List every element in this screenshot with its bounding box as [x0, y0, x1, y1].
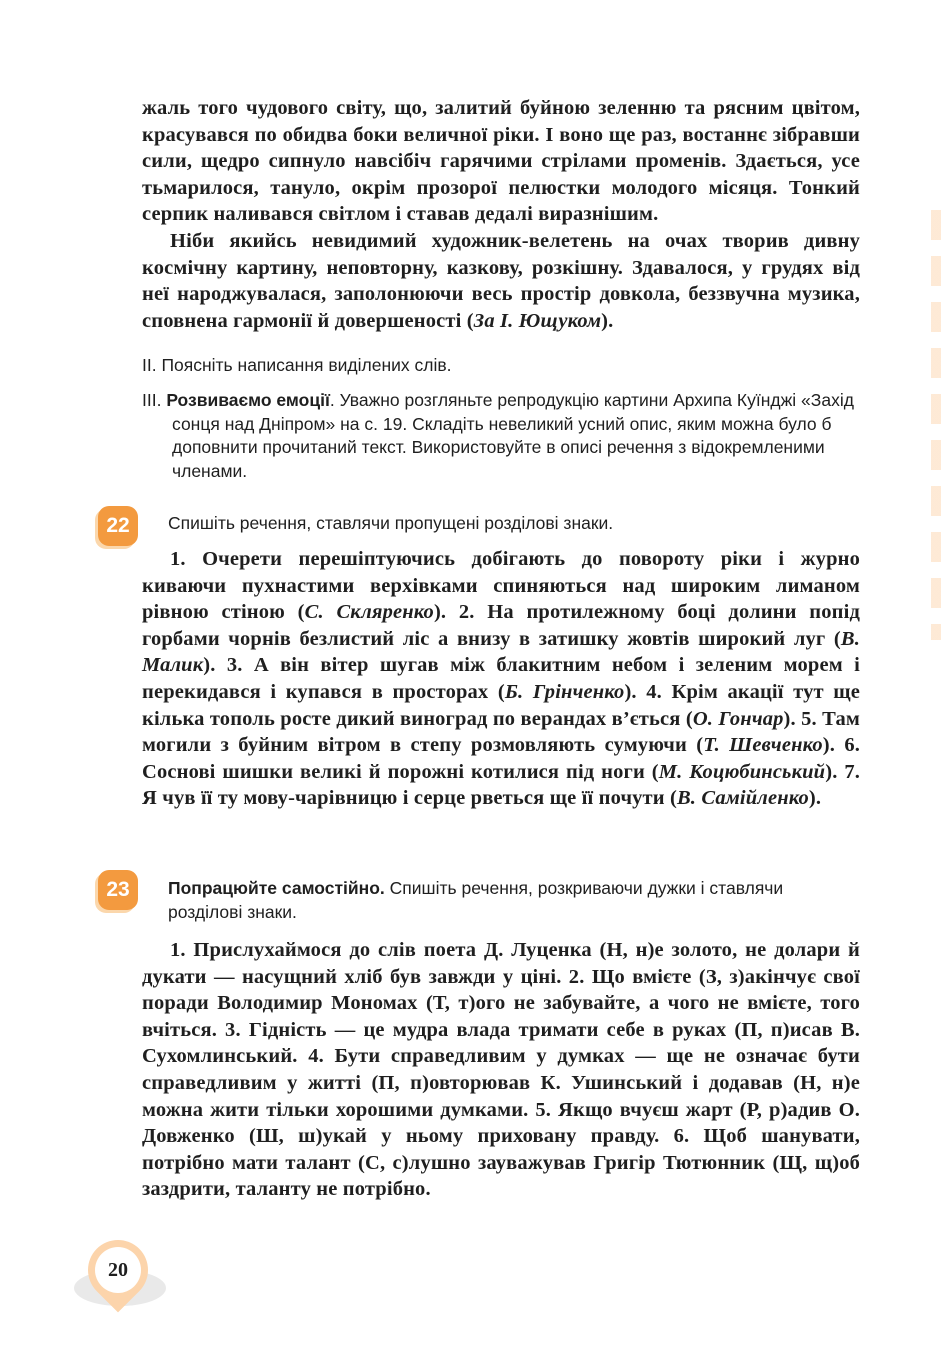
author: В. Малик: [142, 627, 860, 677]
page-number: 20: [108, 1259, 128, 1281]
task-iii-heading: Розвиваємо емоції: [166, 390, 330, 410]
author: Т. Шевченко: [703, 734, 823, 757]
text-paragraph-1: жаль того чудового світу, що, залитий буйною зеленню та рясним цвітом, красувався по обидва боки величної ріки. І воно ще раз, востаннє зібравши сили, щедро сипнуло навсібіч гарячими стрілами променів. Здається, усе тьмарилося, тануло, окрім прозорої пелюстки молодого місяця. Тонкий серпик наливався світлом і ставав дедалі виразнішим.: [142, 97, 860, 226]
text-source: За І. Ющуком: [473, 309, 602, 332]
text-paragraph-2: Ніби якийсь невидимий художник-велетень на очах творив дивну космічну картину, неповторну, казкову, розкішну. Здавалося, у грудях від неї народжувалася, заполонюючи весь простір довкола, беззвучна музика, сповнена гармонії й довершеності (За І. Ющуком).: [142, 229, 860, 332]
literary-text: [142, 95, 860, 334]
author: С. Скляренко: [304, 601, 434, 624]
author: М. Коцюбинський: [658, 760, 826, 783]
exercise-23-instruction: Попрацюйте самостійно. Спишіть речення, розкриваючи дужки і ставлячи розділові знаки.: [168, 878, 784, 922]
exercise-22-text: 1. Очерети перешіптуючись добігають до повороту ріки і журно киваючи пухнастими верхівками спиняються над широким лиманом рівною стіною (С. Скляренко). 2. На протилежному боці долини попід горбами чорнів безлистий ліс а внизу в затишку жовтів широкий луг (В. Малик). 3. А він вітер шугав між блакитним небом і зеленим морем і перекидався і купався в просторах (Б. Грінченко). 4. Крім акації тут ще кілька тополь росте дикий виноград по верандах в’ється (О. Гончар). 5. Там могили з буйним вітром в степу розмовляють сумуючи (Т. Шевченко). 6. Соснові шишки великі й порожні котилися під ноги (М. Коцюбинський). 7. Я чув її ту мову-чарівницю і серце рветься ще її почути (В. Самійленко).: [142, 548, 861, 810]
author: В. Самійленко: [676, 787, 809, 810]
task-iii: III. Розвиваємо емоції. Уважно розгляньте репродукцію картини Архипа Куїнджі «Захід сонця над Дніпром» на с. 19. Складіть невеликий усний опис, яким можна було б доповнити прочитаний текст. Використовуйте в описі речення з відокремленими членами.: [142, 390, 854, 481]
exercise-23-badge: 23: [98, 870, 138, 910]
highlighted-word: художник-велетень: [431, 229, 613, 252]
exercise-22-badge: 22: [98, 506, 138, 546]
decorative-side-stripe: [931, 210, 941, 640]
author: О. Гончар: [692, 707, 784, 730]
exercise-23-text: 1. Прислухаймося до слів поета Д. Луценка (Н, н)е золото, не долари й дукати — насущний хліб був завжди у ціні. 2. Що вмієте (З, з)акінчує свої поради Володимир Мономах (Т, т)ого не забувайте, а чого не вмієте, того вчіться. 3. Гідність — це мудра влада тримати себе в руках (П, п)исав В. Сухомлинський. 4. Бути справедливим у думках — ще не означає бути справедливим у житті (П, п)овторював К. Ушинський і додавав (Н, н)е можна жити тільки хорошими думками. 5. Якщо вчуєш жарт (Р, р)адив О. Довженко (Ш, ш)укай у ньому приховану правду. 6. Щоб шанувати, потрібно мати талант (С, с)лушно зауважував Григір Тютюнник (Щ, щ)об заздрити, таланту не потрібно.: [142, 939, 860, 1201]
exercise-22-instruction: Спишіть речення, ставлячи пропущені розділові знаки.: [168, 513, 614, 533]
author: Б. Грінченко: [504, 680, 625, 703]
task-ii: II. Поясніть написання виділених слів.: [142, 355, 452, 375]
